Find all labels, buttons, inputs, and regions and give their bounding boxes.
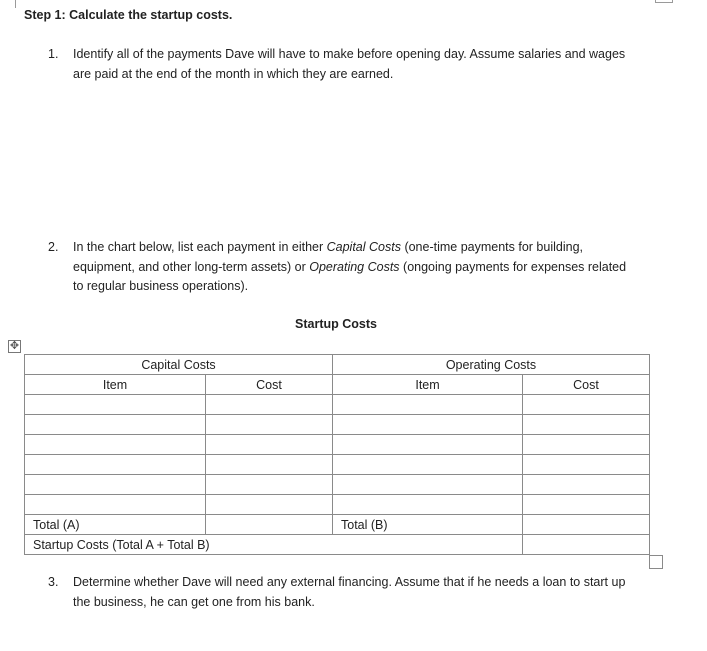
- table-cell[interactable]: [206, 395, 333, 415]
- total-b-cell[interactable]: [523, 515, 650, 535]
- table-title: Startup Costs: [295, 317, 377, 331]
- table-cell[interactable]: [206, 415, 333, 435]
- table-cell[interactable]: [25, 415, 206, 435]
- question-number: 3.: [48, 575, 59, 589]
- table-cell[interactable]: [523, 395, 650, 415]
- operating-costs-header: Operating Costs: [333, 355, 650, 375]
- table-cell[interactable]: [333, 415, 523, 435]
- table-cell[interactable]: [206, 435, 333, 455]
- table-cell[interactable]: [333, 455, 523, 475]
- operating-cost-header: Cost: [523, 375, 650, 395]
- capital-costs-term: Capital Costs: [326, 240, 401, 254]
- table-resize-handle-icon[interactable]: [649, 555, 663, 569]
- table-row: [25, 535, 650, 555]
- table-row: [25, 475, 650, 495]
- table-cell[interactable]: [523, 455, 650, 475]
- table-cell[interactable]: [333, 475, 523, 495]
- capital-cost-header: Cost: [206, 375, 333, 395]
- total-b-label: Total (B): [333, 515, 523, 535]
- total-a-label: Total (A): [25, 515, 206, 535]
- table-cell[interactable]: [206, 495, 333, 515]
- table-row: [25, 455, 650, 475]
- table-cell[interactable]: [523, 495, 650, 515]
- startup-costs-cell[interactable]: [523, 535, 650, 555]
- table-row: [25, 355, 650, 375]
- table-cell: [333, 535, 523, 555]
- question-number: 1.: [48, 47, 59, 61]
- question-text: Determine whether Dave will need any external financing. Assume that if he needs a loan to start up the business, he can get one from his bank.: [73, 575, 626, 609]
- table-cell[interactable]: [25, 495, 206, 515]
- table-row: [25, 495, 650, 515]
- table-row: [25, 395, 650, 415]
- table-move-handle-icon[interactable]: ✥: [9, 340, 20, 352]
- total-a-cell[interactable]: [206, 515, 333, 535]
- table-cell[interactable]: [25, 435, 206, 455]
- table-row: [25, 435, 650, 455]
- text-part: (ongoing payments for expenses related to regular business operations).: [73, 259, 627, 293]
- table-row: [25, 375, 650, 395]
- question-text: [73, 238, 638, 297]
- table-cell[interactable]: [25, 455, 206, 475]
- startup-costs-label: Startup Costs (Total A + Total B): [25, 535, 333, 555]
- table-cell[interactable]: [523, 435, 650, 455]
- operating-costs-term: Operating Costs: [309, 259, 400, 274]
- question-text: Identify all of the payments Dave will have to make before opening day. Assume salaries and wages are paid at the end of the month in which they are earned.: [73, 47, 626, 81]
- table-row: [25, 515, 650, 535]
- table-cell[interactable]: [333, 495, 523, 515]
- text-part: In the chart below, list each payment in either: [73, 240, 327, 254]
- table-cell[interactable]: [333, 435, 523, 455]
- table-cell[interactable]: [25, 395, 206, 415]
- page-corner-mark: [655, 0, 673, 3]
- question-number: 2.: [48, 240, 59, 254]
- page-corner-mark: [15, 0, 26, 8]
- step-heading: Step 1: Calculate the startup costs.: [24, 8, 233, 22]
- table-cell[interactable]: [25, 475, 206, 495]
- table-cell[interactable]: [333, 395, 523, 415]
- startup-costs-table: [24, 354, 650, 555]
- table-cell[interactable]: [206, 455, 333, 475]
- capital-item-header: Item: [25, 375, 206, 395]
- table-cell[interactable]: [523, 475, 650, 495]
- table-cell[interactable]: [206, 475, 333, 495]
- operating-item-header: Item: [333, 375, 523, 395]
- capital-costs-header: Capital Costs: [25, 355, 333, 375]
- table-cell[interactable]: [523, 415, 650, 435]
- text-part: (one-time payments for building, equipment, and other long-term assets) or: [73, 240, 583, 274]
- table-row: [25, 415, 650, 435]
